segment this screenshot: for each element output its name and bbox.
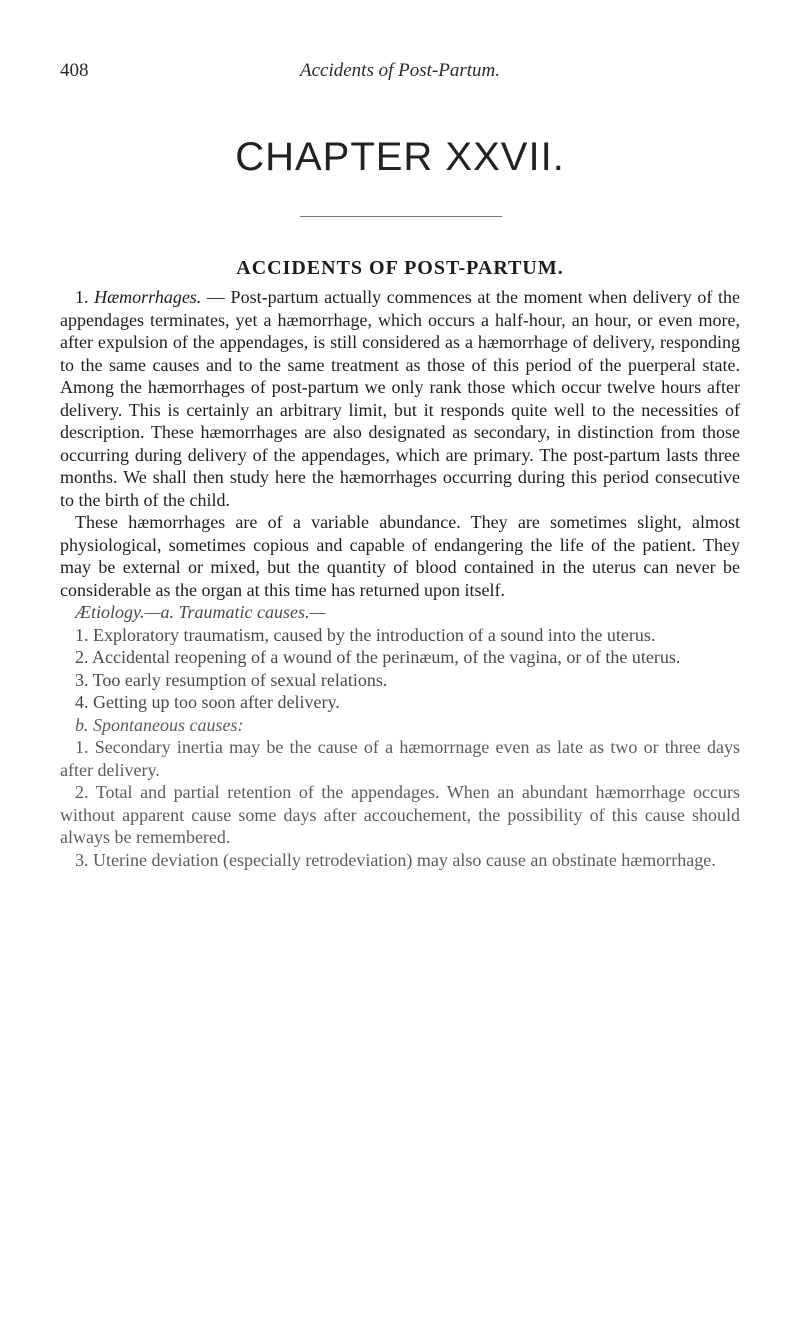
list-item: 1. Secondary inertia may be the cause of a hæmorrnage even as late as two or three days after delivery. xyxy=(60,737,740,780)
spontaneous-heading: b. Spontaneous causes: xyxy=(75,714,244,735)
page-number: 408 xyxy=(60,60,89,81)
paragraph-heading: Hæmorrhages. xyxy=(94,287,202,307)
divider-rule xyxy=(300,216,502,217)
paragraph-haemorrhages xyxy=(60,286,740,511)
list-item: 3. Too early resumption of sexual relations. xyxy=(75,669,388,690)
section-title: ACCIDENTS OF POST-PARTUM. xyxy=(236,257,564,279)
paragraph-abundance: These hæmorrhages are of a variable abundance. They are sometimes slight, almost physiological, sometimes copious and capable of endangering the life of the patient. They may be external or mixed, but the quantity of blood contained in the uterus can never be considerable as the organ at this time has returned upon itself. xyxy=(60,512,740,600)
paragraph-number: 1. xyxy=(75,287,95,307)
paragraph-aetiology-heading xyxy=(60,601,740,624)
list-item: 3. Uterine deviation (especially retrodeviation) may also cause an obstinate hæmorrhage. xyxy=(75,849,716,870)
paragraph-text: — Post-partum actually commences at the moment when delivery of the appendages terminates, yet a hæmorrhage, which occurs a half-hour, an hour, or even more, after expulsion of the appendages, is still considered as a hæmorrhage of delivery, responding to the same causes and to the same treatment as those of this period of the puerperal state. Among the hæmorrhages of post-partum we only rank those which occur twelve hours after delivery. This is certainly an arbitrary limit, but it responds quite well to the necessities of description. These hæmorrhages are also designated as secondary, in distinction from those occurring during delivery of the appendages, which are primary. The post-partum lasts three months. We shall then study here the hæmorrhages occurring during this period consecutive to the birth of the child. xyxy=(60,287,740,510)
aetiology-heading: Ætiology.—a. Traumatic causes.— xyxy=(75,602,326,622)
running-title: Accidents of Post-Partum. xyxy=(300,60,500,81)
list-item: 1. Exploratory traumatism, caused by the introduction of a sound into the uterus. xyxy=(75,624,656,645)
chapter-title: CHAPTER XXVII. xyxy=(235,135,565,179)
list-item: 4. Getting up too soon after delivery. xyxy=(75,692,340,712)
list-item: 2. Total and partial retention of the appendages. When an abundant hæmorrhage occurs without apparent cause some days after accouchement, the possibility of this cause should always be remembered. xyxy=(60,782,740,847)
body-text xyxy=(60,286,740,871)
running-head xyxy=(60,60,740,90)
list-item: 2. Accidental reopening of a wound of the perinæum, of the vagina, or of the uterus. xyxy=(75,647,681,667)
paragraph-spontaneous-heading xyxy=(60,714,740,737)
